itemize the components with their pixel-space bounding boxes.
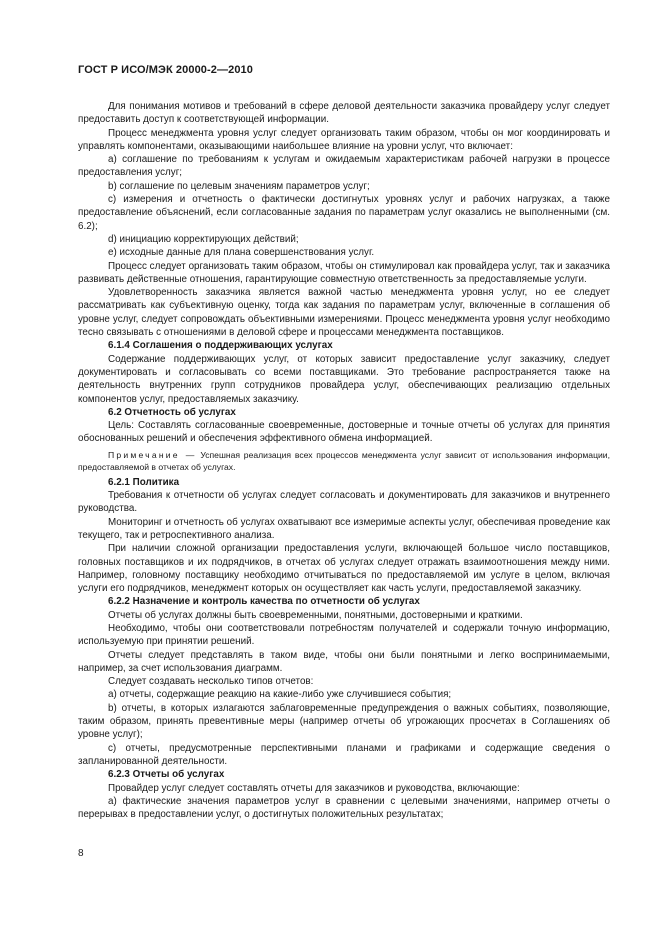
document-body <box>78 100 610 821</box>
paragraph: Процесс следует организовать таким образом, чтобы он стимулировал как провайдера услуг, так и заказчика развивать действенные отношения, гарантирующие совместную ответственность за предоставляемые услуги. <box>78 260 610 285</box>
page-number: 8 <box>78 848 84 859</box>
paragraph: Провайдер услуг следует составлять отчеты для заказчиков и руководства, включающие: <box>108 782 520 794</box>
section-heading: 6.2.3 Отчеты об услугах <box>108 769 225 781</box>
paragraph: Отчеты об услугах должны быть своевременными, понятными, достоверными и краткими. <box>108 609 523 621</box>
paragraph: Удовлетворенность заказчика является важной частью менеджмента уровня услуг, но ее следует рассматривать как субъективную оценку, тогда как задания по параметрам услуг, включенные в соглашения об уровне услуг, следует сопровождать объективными измерениями. Процесс менеджмента уровня услуг необходимо тесно связывать с отношениями в деловой сфере и процессами менеджмента поставщиков. <box>78 287 610 339</box>
list-item: а) соглашение по требованиям к услугам и ожидаемым характеристикам рабочей нагрузки в процессе предоставления услуг; <box>78 154 610 179</box>
paragraph: Для понимания мотивов и требований в сфере деловой деятельности заказчика провайдеру услуг следует предоставить доступ к соответствующей информации. <box>78 101 610 126</box>
paragraph: Следует создавать несколько типов отчетов: <box>108 676 314 688</box>
note-text: Успешная реализация всех процессов менеджмента услуг зависит от использования информации, предоставляемой в отчетах об услугах. <box>78 449 610 472</box>
note-label: Примечание — <box>108 449 197 460</box>
list-item: а) фактические значения параметров услуг в сравнении с целевыми значениями, например отчеты о перерывах в предоставлении услуг, о достигнутых положительных результатах; <box>78 795 610 821</box>
section-heading: 6.1.4 Соглашения о поддерживающих услугах <box>108 340 333 352</box>
list-item: b) соглашение по целевым значениям параметров услуг; <box>108 180 370 192</box>
note <box>78 449 610 473</box>
paragraph: Процесс менеджмента уровня услуг следует организовать таким образом, чтобы он мог координировать и управлять компонентами, оказывающими наибольшее влияние на уровни услуг, что включает: <box>78 127 610 152</box>
section-heading: 6.2.1 Политика <box>108 476 180 488</box>
paragraph: Отчеты следует представлять в таком виде, чтобы они были понятными и легко воспринимаемыми, например, за счет использования диаграмм. <box>78 649 610 674</box>
list-item: c) отчеты, предусмотренные перспективными планами и графиками и содержащие сведения о запланированной деятельности. <box>78 742 610 767</box>
section-heading: 6.2.2 Назначение и контроль качества по отчетности об услугах <box>108 596 420 608</box>
paragraph: Содержание поддерживающих услуг, от которых зависит предоставление услуг заказчику, следует документировать и согласовывать со всеми поставщиками. Это требование распространяется также на деятельность внутренних групп сотрудников провайдера услуг, обеспечивающих реализацию отдельных компонентов услуг, предоставляемых заказчику. <box>78 353 610 405</box>
paragraph: Цель: Составлять согласованные своевременные, достоверные и точные отчеты об услугах для принятия обоснованных решений и обеспечения эффективного обмена информацией. <box>78 420 610 445</box>
list-item: b) отчеты, в которых излагаются заблаговременные предупреждения о важных событиях, позволяющие, таким образом, принять превентивные меры (например отчеты об угрожающих просчетах в Соглашениях об уровне услуг); <box>78 702 610 741</box>
paragraph: Необходимо, чтобы они соответствовали потребностям получателей и содержали точную информацию, используемую при принятии решений. <box>78 622 610 648</box>
list-item: e) исходные данные для плана совершенствования услуг. <box>108 247 375 259</box>
list-item: а) отчеты, содержащие реакцию на какие-либо уже случившиеся события; <box>108 689 452 701</box>
list-item: d) инициацию корректирующих действий; <box>108 233 299 245</box>
section-heading: 6.2 Отчетность об услугах <box>108 406 236 418</box>
document-header: ГОСТ Р ИСО/МЭК 20000-2—2010 <box>78 64 253 76</box>
paragraph: При наличии сложной организации предоставления услуги, включающей большое число поставщиков, головных поставщиков и их подрядчиков, в отчетах об услугах следует отражать взаимоотношения между ними. Например, головному поставщику необходимо отчитываться по предоставляемой им услуге в целом, включая услуги его подрядчиков, менеджмент которых он осуществляет как часть услуги, предоставляемой заказчику. <box>78 543 610 595</box>
list-item: c) измерения и отчетность о фактически достигнутых уровнях услуг и рабочих нагрузках, а также предоставление объяснений, если согласованные задания по параметрам услуг оказались не выполненными (см. 6.2); <box>78 194 610 232</box>
paragraph: Мониторинг и отчетность об услугах охватывают все измеримые аспекты услуг, обеспечивая проведение как текущего, так и ретроспективного анализа. <box>78 516 610 541</box>
paragraph: Требования к отчетности об услугах следует согласовать и документировать для заказчиков и внутреннего руководства. <box>78 490 610 515</box>
